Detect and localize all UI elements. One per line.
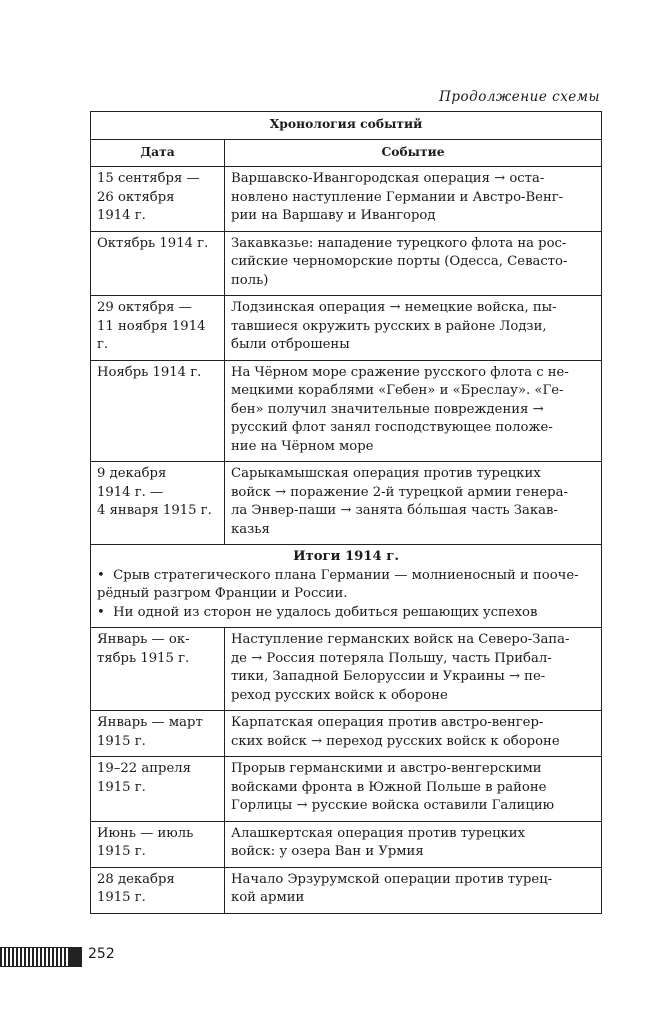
date-cell xyxy=(91,296,225,361)
summary-cell xyxy=(91,545,602,628)
event-line: Закавказье: нападение турецкого флота на рос- xyxy=(231,235,567,251)
event-line: рии на Варшаву и Ивангород xyxy=(231,208,436,223)
summary-title: Итоги 1914 г. xyxy=(293,549,399,564)
page-edge-barcode xyxy=(0,947,82,967)
page-number: 252 xyxy=(88,946,115,962)
event-line: мецкими кораблями «Гебен» и «Бреслау». «Ге- xyxy=(231,383,564,398)
event-line: Горлицы → русские войска оставили Галицию xyxy=(231,798,555,813)
scheme-continuation-caption: Продолжение схемы xyxy=(439,89,600,105)
date-line: 9 декабря xyxy=(97,466,167,481)
date-line: Январь — ок- xyxy=(97,632,190,647)
summary-bullet-continuation: рёдный разгром Франции и России. xyxy=(97,586,348,601)
table-body-1915 xyxy=(91,628,602,914)
event-line: русский флот занял господствующее положе- xyxy=(231,420,553,435)
date-cell xyxy=(91,757,225,822)
event-line: ских войск → переход русских войск к обороне xyxy=(231,733,560,749)
table-row xyxy=(91,628,602,711)
event-cell xyxy=(225,296,602,361)
event-cell xyxy=(225,628,602,711)
event-line: тавшиеся окружить русских в районе Лодзи, xyxy=(231,318,547,334)
event-line: войсками фронта в Южной Польше в районе xyxy=(231,779,547,795)
date-cell xyxy=(91,462,225,545)
summary-bullets xyxy=(97,567,595,623)
event-line: бен» получил значительные повреждения → xyxy=(231,401,544,417)
event-cell xyxy=(225,711,602,757)
table-title: Хронология событий xyxy=(91,112,602,140)
event-line: реход русских войск к обороне xyxy=(231,687,448,703)
table-row xyxy=(91,296,602,361)
event-line: Прорыв германскими и австро-венгерскими xyxy=(231,761,542,776)
date-cell xyxy=(91,360,225,462)
event-line: тики, Западной Белоруссии и Украины → пе- xyxy=(231,669,546,684)
date-cell xyxy=(91,628,225,711)
event-cell xyxy=(225,757,602,822)
event-line: ла Энвер-паши → занята бóльшая часть Закав- xyxy=(231,503,558,518)
table-row xyxy=(91,711,602,757)
date-line: 1915 г. xyxy=(97,779,146,795)
date-cell xyxy=(91,867,225,913)
date-cell xyxy=(91,167,225,232)
date-line: 19–22 апреля xyxy=(97,761,191,776)
event-cell xyxy=(225,867,602,913)
table-row xyxy=(91,867,602,913)
event-cell xyxy=(225,167,602,232)
event-line: Сарыкамышская операция против турецких xyxy=(231,466,541,481)
date-line: 4 января 1915 г. xyxy=(97,503,212,518)
date-line: 1915 г. xyxy=(97,890,146,905)
table-row xyxy=(91,821,602,867)
date-line: Январь — март xyxy=(97,715,203,730)
date-line: 29 октября — xyxy=(97,300,192,315)
date-line: 1915 г. xyxy=(97,733,146,749)
date-line: Июнь — июль xyxy=(97,825,194,841)
table-row xyxy=(91,757,602,822)
event-line: ние на Чёрном море xyxy=(231,438,374,454)
date-cell xyxy=(91,821,225,867)
summary-bullet: • Срыв стратегического плана Германии — молниеносный и пооче- xyxy=(97,567,595,586)
date-line: Октябрь 1914 г. xyxy=(97,235,209,251)
event-line: Начало Эрзурумской операции против турец- xyxy=(231,871,553,887)
event-line: де → Россия потеряла Польшу, часть Прибал- xyxy=(231,650,552,666)
date-line: тябрь 1915 г. xyxy=(97,650,190,666)
summary-bullet: • Ни одной из сторон не удалось добиться решающих успехов xyxy=(97,604,595,623)
date-line: 11 ноября 1914 г. xyxy=(97,318,206,352)
event-line: войск → поражение 2-й турецкой армии генера- xyxy=(231,484,568,500)
table-row xyxy=(91,360,602,462)
event-cell xyxy=(225,360,602,462)
event-cell xyxy=(225,821,602,867)
date-line: 28 декабря xyxy=(97,871,175,887)
column-header-event: Событие xyxy=(225,139,602,167)
date-line: 1915 г. xyxy=(97,844,146,859)
event-line: казья xyxy=(231,521,270,537)
date-line: 1914 г. — xyxy=(97,484,164,500)
event-line: Наступление германских войск на Северо-Запа- xyxy=(231,632,570,647)
event-line: были отброшены xyxy=(231,337,350,352)
event-line: Варшавско-Ивангородская операция → оста- xyxy=(231,171,545,186)
date-line: Ноябрь 1914 г. xyxy=(97,364,202,380)
event-line: войск: у озера Ван и Урмия xyxy=(231,844,424,859)
event-line: На Чёрном море сражение русского флота с не- xyxy=(231,364,569,380)
date-cell xyxy=(91,711,225,757)
event-line: Карпатская операция против австро-венгер- xyxy=(231,715,544,730)
date-line: 26 октября xyxy=(97,189,175,205)
event-cell xyxy=(225,231,602,296)
table-body-1914 xyxy=(91,167,602,545)
event-line: сийские черноморские порты (Одесса, Севасто- xyxy=(231,254,568,269)
event-cell xyxy=(225,462,602,545)
event-line: кой армии xyxy=(231,890,305,905)
event-line: Алашкертская операция против турецких xyxy=(231,825,526,841)
date-cell xyxy=(91,231,225,296)
table-row xyxy=(91,462,602,545)
table-row xyxy=(91,231,602,296)
date-line: 1914 г. xyxy=(97,208,146,223)
event-line: новлено наступление Германии и Австро-Венг- xyxy=(231,189,564,205)
table-row xyxy=(91,167,602,232)
chronology-table xyxy=(90,111,602,914)
event-line: Лодзинская операция → немецкие войска, пы- xyxy=(231,300,557,315)
summary-row xyxy=(91,545,602,628)
date-line: 15 сентября — xyxy=(97,171,200,186)
column-header-date: Дата xyxy=(91,139,225,167)
event-line: поль) xyxy=(231,272,269,288)
